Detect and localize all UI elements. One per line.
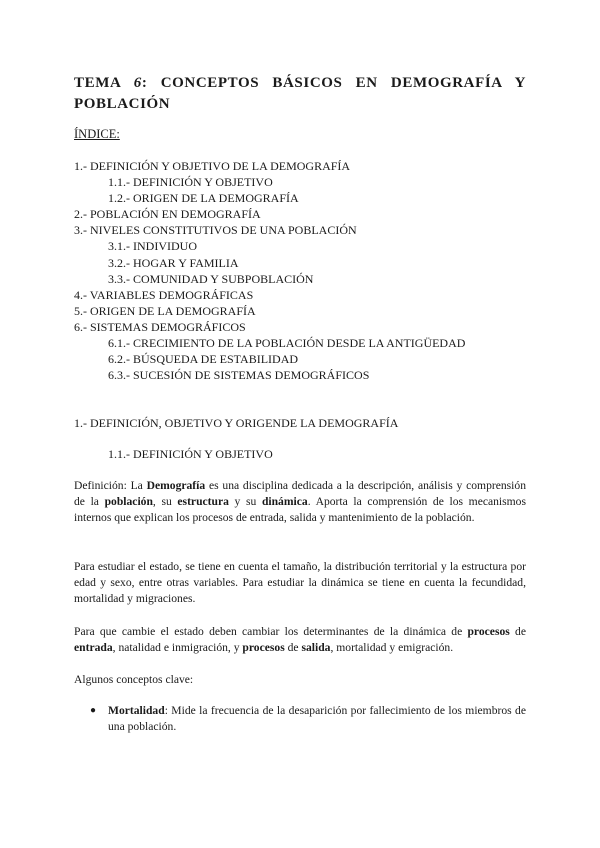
toc-item: 3.3.- COMUNIDAD Y SUBPOBLACIÓN [108,271,314,286]
bold-term: población [104,494,153,508]
text-run: : Mide la frecuencia de la desaparición por fallecimiento de los miembros de una población. [108,704,526,733]
bold-term: Demografía [146,479,206,492]
text-run: , mortalidad y emigración. [330,640,454,654]
list-item [90,703,526,735]
title-prefix: TEMA [74,75,134,91]
toc-item: 3.1.- INDIVIDUO [108,239,197,254]
toc-item: 3.2.- HOGAR Y FAMILIA [108,255,239,270]
state-paragraph: Para estudiar el estado, se tiene en cuenta el tamaño, la distribución territorial y la estructura por edad y sexo, entre otras variables. Para estudiar la dinámica se tiene en cuenta la fecundidad, mortalidad y migraciones. [74,560,526,605]
toc-item: 6.- SISTEMAS DEMOGRÁFICOS [74,319,246,334]
text-run: Para que cambie el estado deben cambiar los determinantes de la dinámica de [74,625,468,638]
text-run: de [284,640,302,654]
toc-item: 6.2.- BÚSQUEDA DE ESTABILIDAD [108,352,299,367]
document-title [74,73,526,115]
text-run: de [509,625,526,638]
toc-item: 5.- ORIGEN DE LA DEMOGRAFÍA [74,303,256,318]
section-heading: 1.- DEFINICIÓN, OBJETIVO Y ORIGENDE LA DEMOGRAFÍA [74,416,399,430]
text-run: Definición: La [74,479,147,492]
text-run: y su [228,494,262,508]
bullet-list [90,703,526,735]
toc-item: 6.3.- SUCESIÓN DE SISTEMAS DEMOGRÁFICOS [108,368,370,383]
title-text: : CONCEPTOS BÁSICOS EN DEMOGRAFÍA Y POBLACIÓN [74,75,526,112]
key-concepts-intro: Algunos conceptos clave: [74,673,194,686]
text-run: , natalidad e inmigración, y [112,640,243,654]
toc-item: 3.- NIVELES CONSTITUTIVOS DE UNA POBLACIÓN [74,223,357,238]
bold-term: Mortalidad [108,704,165,717]
bold-term: salida [301,640,331,654]
table-of-contents [74,158,534,383]
definition-paragraph [74,478,526,526]
bold-term: dinámica [261,494,308,508]
bold-term: procesos [242,640,285,654]
text-run: es una disciplina dedicada a la descripción, análisis y comprensión de la [74,479,526,508]
subsection-heading: 1.1.- DEFINICIÓN Y OBJETIVO [108,447,273,461]
toc-item: 1.1.- DEFINICIÓN Y OBJETIVO [108,175,273,190]
bullet-icon: ● [90,705,97,716]
index-label: ÍNDICE: [74,127,120,141]
text-run: . Aporta la comprensión de los mecanismos internos que explican los procesos de entrada, salida y mantenimiento de la población. [74,494,526,524]
toc-item: 1.2.- ORIGEN DE LA DEMOGRAFÍA [108,191,299,206]
bold-term: entrada [74,640,113,654]
title-number: 6 [133,75,142,91]
toc-item: 4.- VARIABLES DEMOGRÁFICAS [74,287,254,302]
toc-item: 6.1.- CRECIMIENTO DE LA POBLACIÓN DESDE LA ANTIGÜEDAD [108,336,466,351]
toc-item: 2.- POBLACIÓN EN DEMOGRAFÍA [74,207,261,222]
text-run: , su [152,494,178,508]
bold-term: estructura [177,494,229,508]
bold-term: procesos [467,625,510,638]
toc-item: 1.- DEFINICIÓN Y OBJETIVO DE LA DEMOGRAFÍA [74,159,351,173]
change-paragraph [74,624,526,656]
